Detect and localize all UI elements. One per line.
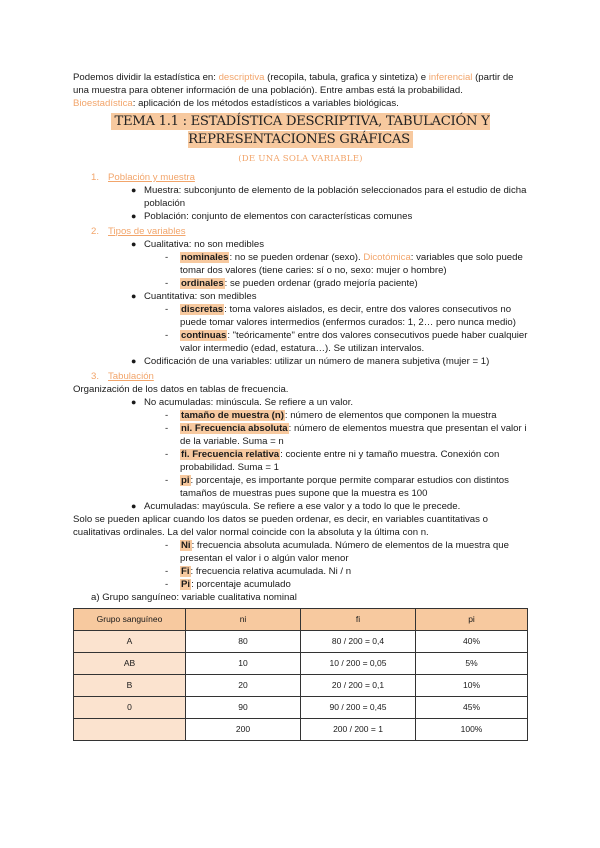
table-cell: 5%: [416, 653, 528, 675]
term-continuas: continuas: [181, 330, 227, 341]
page-title-text: TEMA 1.1 : ESTADÍSTICA DESCRIPTIVA, TABULACIÓN Y REPRESENTACIONES GRÁFICAS: [111, 113, 489, 148]
dash-Ni-content: [180, 539, 528, 565]
term-inferencial: inferencial: [428, 72, 473, 83]
dash-Ni: [165, 539, 528, 565]
continuas-text: : "teóricamente" entre dos valores consecutivos puede haber cualquier valor intermedio (edad, estatura…). Se utilizan intervalos.: [180, 330, 528, 354]
dash-discretas: [165, 303, 528, 329]
table-cell: 20: [186, 675, 301, 697]
dash-pi: [165, 474, 528, 500]
bullet-no-acumuladas: [131, 396, 528, 409]
tabulacion-intro: Organización de los datos en tablas de frecuencia.: [73, 384, 289, 395]
bullet-codificacion: [131, 355, 528, 368]
table-cell: 10: [186, 653, 301, 675]
intro-text-a: Podemos dividir la estadística en:: [73, 72, 219, 83]
table-cell: B: [74, 675, 186, 697]
table-cell: 45%: [416, 697, 528, 719]
table-cell: 100%: [416, 719, 528, 741]
page-title: [73, 113, 528, 149]
bullet-codificacion-text: Codificación de una variables: utilizar un número de manera subjetiva (mujer = 1): [144, 356, 490, 367]
ni-text: : número de elementos muestra que presentan el valor i de la variable. Suma = n: [180, 423, 527, 447]
fi-text: : cociente entre ni y tamaño muestra. Conexión con probabilidad. Suma = 1: [180, 449, 500, 473]
term-fi: fi. Frecuencia relativa: [181, 449, 280, 460]
table-row: [74, 653, 528, 675]
bullet-poblacion: [131, 210, 528, 223]
dash-icon: -: [165, 410, 169, 421]
table-caption: a) Grupo sanguíneo: variable cualitativa nominal: [91, 592, 297, 603]
discretas-text: : toma valores aislados, es decir, entre dos valores consecutivos no puede tomar valores intermedios (enfermos curados: 1, 2… pero nunca medio): [180, 304, 516, 328]
bullet-dot-icon: ●: [131, 291, 137, 301]
dash-Fi-content: [180, 565, 528, 578]
header-grupo: Grupo sanguíneo: [74, 609, 186, 631]
table-cell: 10%: [416, 675, 528, 697]
section-3-heading: [91, 370, 528, 383]
intro-paragraph: [73, 71, 528, 97]
table-row: [74, 631, 528, 653]
dash-icon: -: [165, 304, 169, 315]
dash-ordinales-content: [180, 277, 528, 290]
acumuladas-note: Solo se pueden aplicar cuando los datos se pueden ordenar, es decir, en variables cuantitativas o cualitativas ordinales. La del valor normal coincide con la absoluta y la última con n.: [73, 514, 488, 538]
dash-icon: -: [165, 475, 169, 486]
table-cell: AB: [74, 653, 186, 675]
document-page: [73, 71, 528, 741]
bioestadistica-paragraph: [73, 97, 528, 110]
dash-continuas: [165, 329, 528, 355]
section-2-number: 2.: [91, 226, 100, 237]
bullet-no-acumuladas-text: No acumuladas: minúscula. Se refiere a un valor.: [144, 397, 354, 408]
nominales-text-b: : variables que solo puede tomar dos valores (tiene caries: sí o no, sexo: mujer o hombre): [180, 252, 523, 276]
section-3-number: 3.: [91, 371, 100, 382]
term-dicotomica: Dicotómica: [363, 252, 411, 263]
ordinales-text: : se pueden ordenar (grado mejoría paciente): [224, 278, 418, 289]
term-descriptiva: descriptiva: [218, 72, 265, 83]
bio-text: : aplicación de los métodos estadísticos a variables biológicas.: [132, 98, 399, 109]
Ni-text: : frecuencia absoluta acumulada. Número de elementos de la muestra que presentan el valor i o algún valor menor: [180, 540, 509, 564]
table-cell: 10 / 200 = 0,05: [301, 653, 416, 675]
dash-nominales: [165, 251, 528, 277]
dash-icon: -: [165, 540, 169, 551]
dash-pi-content: [180, 474, 528, 500]
bullet-dot-icon: ●: [131, 501, 137, 511]
Pi-text: : porcentaje acumulado: [191, 579, 291, 590]
term-ordinales: ordinales: [181, 278, 224, 289]
Fi-text: : frecuencia relativa acumulada. Ni / n: [190, 566, 352, 577]
pi-text: : porcentaje, es importante porque permite comparar estudios con distintos tamaños de muestras pues supone que la muestra es 100: [180, 475, 509, 499]
term-discretas: discretas: [181, 304, 224, 315]
bullet-acumuladas-text: Acumuladas: mayúscula. Se refiere a ese valor y a todo lo que le precede.: [144, 501, 461, 512]
section-3-title: Tabulación: [108, 371, 154, 382]
dash-Pi-content: [180, 578, 528, 591]
bullet-dot-icon: ●: [131, 211, 137, 221]
table-cell: 200 / 200 = 1: [301, 719, 416, 741]
dash-nominales-content: [180, 251, 528, 277]
table-cell: 90: [186, 697, 301, 719]
bullet-cualitativa-text: Cualitativa: no son medibles: [144, 239, 264, 250]
dash-Fi: [165, 565, 528, 578]
dash-icon: -: [165, 566, 169, 577]
term-pi: pi: [181, 475, 190, 486]
table-cell: 80: [186, 631, 301, 653]
dash-icon: -: [165, 330, 169, 341]
dash-discretas-content: [180, 303, 528, 329]
table-row: [74, 675, 528, 697]
section-1-heading: [91, 171, 528, 184]
intro-text-c: (partir de una muestra para obtener información de una población). Entre ambas está la probabilidad.: [73, 72, 514, 96]
header-pi: pi: [416, 609, 528, 631]
term-bioestadistica: Bioestadística: [73, 98, 133, 109]
header-fi: fi: [301, 609, 416, 631]
dash-tamano: [165, 409, 528, 422]
table-cell: [74, 719, 186, 741]
page-subtitle: (DE UNA SOLA VARIABLE): [238, 154, 363, 164]
term-Ni: Ni: [181, 540, 191, 551]
section-2-heading: [91, 225, 528, 238]
term-ni: ni. Frecuencia absoluta: [181, 423, 288, 434]
dash-icon: -: [165, 579, 169, 590]
table-cell: 90 / 200 = 0,45: [301, 697, 416, 719]
dash-fi: [165, 448, 528, 474]
term-Fi: Fi: [181, 566, 190, 577]
bullet-cuantitativa: [131, 290, 528, 303]
bullet-dot-icon: ●: [131, 356, 137, 366]
bullet-acumuladas: [131, 500, 528, 513]
header-ni: ni: [186, 609, 301, 631]
dash-icon: -: [165, 423, 169, 434]
bullet-cuantitativa-text: Cuantitativa: son medibles: [144, 291, 257, 302]
bullet-dot-icon: ●: [131, 185, 137, 195]
dash-continuas-content: [180, 329, 528, 355]
intro-text-b: (recopila, tabula, grafica y sintetiza) e: [264, 72, 429, 83]
bullet-cualitativa: [131, 238, 528, 251]
term-Pi: Pi: [181, 579, 191, 590]
dash-icon: -: [165, 449, 169, 460]
table-cell: 40%: [416, 631, 528, 653]
tamano-text: : número de elementos que componen la muestra: [284, 410, 497, 421]
section-2-title: Tipos de variables: [108, 226, 186, 237]
bullet-dot-icon: ●: [131, 397, 137, 407]
bullet-dot-icon: ●: [131, 239, 137, 249]
table-cell: 200: [186, 719, 301, 741]
section-1-number: 1.: [91, 172, 100, 183]
table-header-row: [74, 609, 528, 631]
bullet-muestra-text: Muestra: subconjunto de elemento de la población seleccionados para el estudio de dicha población: [144, 185, 527, 209]
dash-fi-content: [180, 448, 528, 474]
dash-tamano-content: [180, 409, 528, 422]
dash-Pi: [165, 578, 528, 591]
table-cell: 80 / 200 = 0,4: [301, 631, 416, 653]
term-tamano-muestra: tamaño de muestra (n): [181, 410, 284, 421]
dash-ni-content: [180, 422, 528, 448]
dash-icon: -: [165, 278, 169, 289]
bullet-muestra: [131, 184, 528, 210]
dash-ordinales: [165, 277, 528, 290]
term-nominales: nominales: [181, 252, 229, 263]
table-row: [74, 719, 528, 741]
dash-icon: -: [165, 252, 169, 263]
table-cell: 20 / 200 = 0,1: [301, 675, 416, 697]
section-1-title: Población y muestra: [108, 172, 195, 183]
table-cell: 0: [74, 697, 186, 719]
bullet-poblacion-text: Población: conjunto de elementos con características comunes: [144, 211, 413, 222]
nominales-text-a: : no se pueden ordenar (sexo).: [229, 252, 364, 263]
table-cell: A: [74, 631, 186, 653]
frequency-table: [73, 608, 528, 741]
dash-ni: [165, 422, 528, 448]
table-row: [74, 697, 528, 719]
